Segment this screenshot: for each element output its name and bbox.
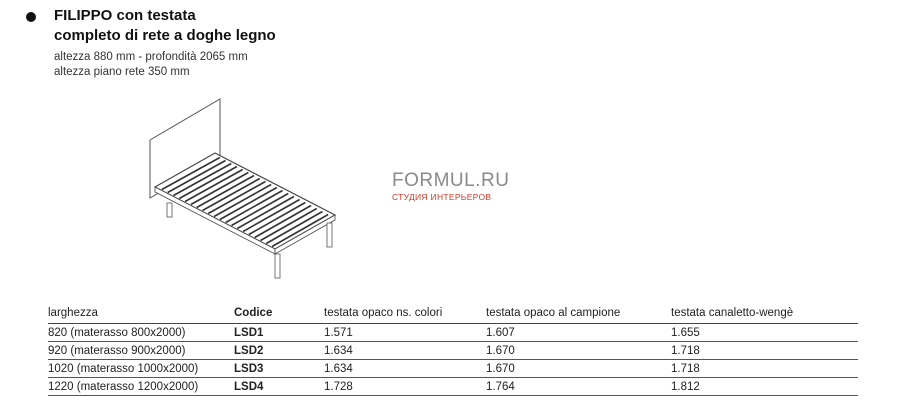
spec-base-height: altezza piano rete 350 mm	[54, 66, 190, 78]
price-table	[48, 306, 858, 396]
product-title	[54, 6, 276, 46]
cell-price-wenge: 1.718	[671, 360, 858, 378]
cell-width: 920 (materasso 900x2000)	[48, 342, 234, 360]
cell-price-wenge: 1.812	[671, 378, 858, 396]
cell-price-wenge: 1.655	[671, 324, 858, 342]
cell-price-standard: 1.728	[324, 378, 486, 396]
spec-dimensions: altezza 880 mm - profondità 2065 mm	[54, 51, 248, 63]
cell-width: 1220 (materasso 1200x2000)	[48, 378, 234, 396]
watermark-name: FORMUL.RU	[392, 170, 510, 191]
cell-price-sample: 1.607	[486, 324, 671, 342]
product-specs	[54, 50, 248, 80]
header-price-standard: testata opaco ns. colori	[324, 306, 486, 324]
header-price-wenge: testata canaletto-wengè	[671, 306, 858, 324]
cell-price-standard: 1.634	[324, 360, 486, 378]
bed-illustration	[145, 95, 355, 285]
cell-code: LSD3	[234, 360, 324, 378]
cell-price-sample: 1.670	[486, 342, 671, 360]
header-price-sample: testata opaco al campione	[486, 306, 671, 324]
header-width: larghezza	[48, 306, 234, 324]
cell-price-standard: 1.571	[324, 324, 486, 342]
header-code: Codice	[234, 306, 324, 324]
watermark-subtitle: СТУДИЯ ИНТЕРЬЕРОВ	[392, 192, 492, 202]
cell-code: LSD2	[234, 342, 324, 360]
table-row	[48, 378, 858, 396]
cell-price-sample: 1.764	[486, 378, 671, 396]
table-header-row	[48, 306, 858, 324]
table-row	[48, 360, 858, 378]
cell-code: LSD4	[234, 378, 324, 396]
cell-price-sample: 1.670	[486, 360, 671, 378]
cell-price-standard: 1.634	[324, 342, 486, 360]
leg-rear-left	[167, 203, 172, 217]
leg-front-right	[327, 223, 332, 247]
leg-front-left	[275, 254, 280, 278]
bullet-icon	[26, 12, 36, 22]
cell-width: 820 (materasso 800x2000)	[48, 324, 234, 342]
cell-price-wenge: 1.718	[671, 342, 858, 360]
table-row	[48, 324, 858, 342]
table-row	[48, 342, 858, 360]
cell-width: 1020 (materasso 1000x2000)	[48, 360, 234, 378]
title-line-1: FILIPPO con testata	[54, 7, 196, 24]
watermark	[392, 171, 509, 202]
cell-code: LSD1	[234, 324, 324, 342]
title-line-2: completo di rete a doghe legno	[54, 27, 276, 44]
